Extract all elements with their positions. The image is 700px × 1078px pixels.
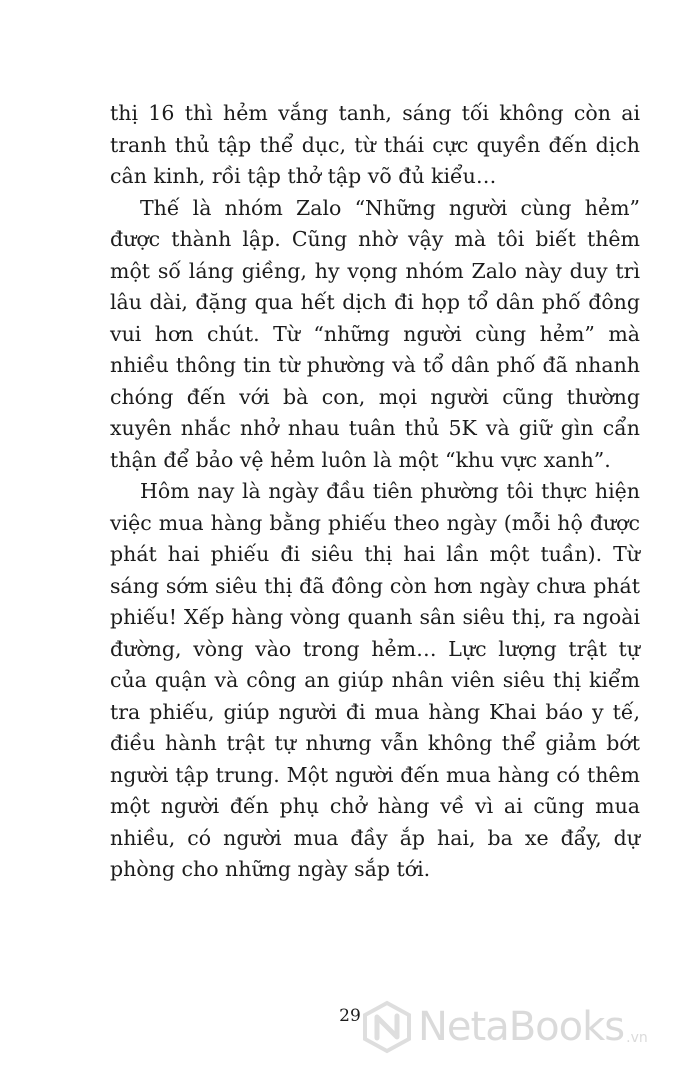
paragraph-zalo-group: Thế là nhóm Zalo “Những người cùng hẻm” được thành lập. Cũng nhờ vậy mà tôi biết thêm một số láng giềng, hy vọng nhóm Zalo này duy trì lâu dài, đặng qua hết dịch đi họp tổ dân phố đông vui hơn chút. Từ “những người cùng hẻm” mà nhiều thông tin từ phường và tổ dân phố đã nhanh chóng đến với bà con, mọi người cũng thường xuyên nhắc nhở nhau tuân thủ 5K và giữ gìn cẩn thận để bảo vệ hẻm luôn là một “khu vực xanh”. [110,195,640,472]
book-page-body [110,98,640,886]
paragraph-continuation: thị 16 thì hẻm vắng tanh, sáng tối không còn ai tranh thủ tập thể dục, từ thái cực quyền đến dịch cân kinh, rồi tập thở tập võ đủ kiểu… [110,101,640,188]
page-number: 29 [339,1006,361,1026]
paragraph-supermarket: Hôm nay là ngày đầu tiên phường tôi thực hiện việc mua hàng bằng phiếu theo ngày (mỗi hộ được phát hai phiếu đi siêu thị hai lần một tuần). Từ sáng sớm siêu thị đã đông còn hơn ngày chưa phát phiếu! Xếp hàng vòng quanh sân siêu thị, ra ngoài đường, vòng vào trong hẻm… Lực lượng trật tự của quận và công an giúp nhân viên siêu thị kiểm tra phiếu, giúp người đi mua hàng Khai báo y tế, điều hành trật tự nhưng vẫn không thể giảm bớt người tập trung. Một người đến mua hàng có thêm một người đến phụ chở hàng về vì ai cũng mua nhiều, có người mua đầy ắp hai, ba xe đẩy, dự phòng cho những ngày sắp tới. [110,479,640,881]
watermark [360,1000,648,1054]
watermark-text: NetaBooks [418,1004,625,1050]
watermark-suffix: .vn [626,1030,648,1046]
netabooks-logo-icon [360,1000,414,1054]
